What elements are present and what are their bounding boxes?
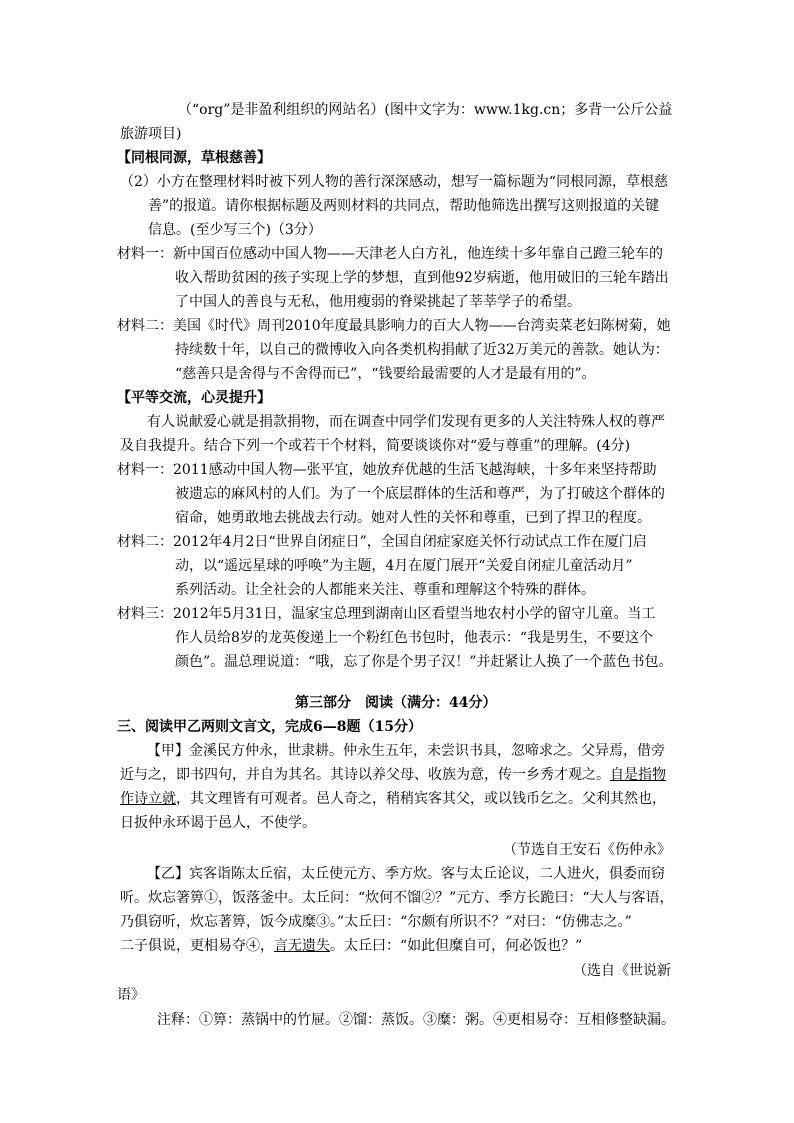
material-1-line-1: 材料一：新中国百位感动中国人物——天津老人白方礼，他连续十多年靠自己蹬三轮车的 <box>117 246 663 262</box>
text-yi-line-1: 【乙】宾客诣陈太丘宿，太丘使元方、季方炊。客与太丘论议，二人进火，俱委而窃 <box>147 866 665 882</box>
text-jia-line-4: 日扳仲永环谒于邑人，不使学。 <box>120 815 316 831</box>
text-yi-line-3: 乃俱窃听，炊忘著箅，饭今成糜③。”太丘曰：“尔颇有所识不？”对曰：“仿佛志之。” <box>120 914 632 930</box>
part-3-title: 第三部分 阅读（满分：44分） <box>295 695 497 711</box>
material-1b-line-1: 材料一：2011感动中国人物—张平宜，她放弃优越的生活飞越海峡，十多年来坚持帮助 <box>117 462 657 478</box>
intro-line-2: 及自我提升。结合下列一个或若干个材料，简要谈谈你对“爱与尊重”的理解。(4分) <box>120 438 631 454</box>
material-2-line-3: “慈善只是舍得与不舍得而已”，“钱要给最需要的人才是最有用的”。 <box>175 366 596 382</box>
text-jia-line-3-plain: ，其文理皆有可观者。邑人奇之，稍稍宾客其父，或以钱币乞之。父利其然也， <box>176 791 666 807</box>
top-line-2: 旅游项目) <box>120 126 182 142</box>
material-1-line-2: 收入帮助贫困的孩子实现上学的梦想，直到他92岁病逝，他用破旧的三轮车踏出 <box>175 270 669 286</box>
material-1b-line-2: 被遗忘的麻风村的人们。为了一个底层群体的生活和尊严，为了打破这个群体的 <box>175 486 665 502</box>
text-yi-line-4-end: 。太丘曰：“如此但糜自可，何必饭也？” <box>330 938 583 954</box>
material-3b-line-2: 作人员给8岁的龙英俊递上一个粉红色书包时，他表示：“我是男生，不要这个 <box>175 630 654 646</box>
top-line-1: （“org”是非盈利组织的网站名）(图中文字为：www.1kg.cn；多背一公斤公益 <box>178 102 673 118</box>
text-yi-underlined-phrase: 言无遗失 <box>274 938 330 954</box>
text-jia-underlined-phrase-1: 自是指物 <box>610 767 666 783</box>
text-yi-line-4 <box>120 937 582 955</box>
material-2b-line-1: 材料二：2012年4月2日“世界自闭症日”，全国自闭症家庭关怀行动试点工作在厦门启 <box>117 534 647 550</box>
material-2b-line-3: 系列活动。让全社会的人都能来关注、尊重和理解这个特殊的群体。 <box>175 582 595 598</box>
material-2-line-1: 材料二：美国《时代》周刊2010年度最具影响力的百大人物——台湾卖菜老妇陈树菊，她 <box>117 318 671 334</box>
section-3-heading: 三、阅读甲乙两则文言文，完成6—8题（15分） <box>117 719 422 735</box>
text-jia-line-2 <box>120 766 666 784</box>
material-2-line-2: 持续数十年，以自己的微博收入向各类机构捐献了近32万美元的善款。她认为： <box>175 342 669 358</box>
text-jia-source: （节选自王安石《伤仲永》 <box>503 842 671 858</box>
text-yi-source-line-2: 语》 <box>117 987 145 1003</box>
text-yi-line-4-start: 二子俱说，更相易夺④， <box>120 938 274 954</box>
material-3b-line-1: 材料三：2012年5月31日，温家宝总理到湖南山区看望当地农村小学的留守儿童。当工 <box>117 606 656 622</box>
text-jia-underlined-phrase-2: 作诗立就 <box>120 791 176 807</box>
material-3b-line-3: 颜色”。温总理说道：“哦，忘了你是个男子汉！”并赶紧让人换了一个蓝色书包。 <box>175 654 673 670</box>
text-yi-source-line-1: （选自《世说新 <box>573 963 671 979</box>
intro-line-1: 有人说献爱心就是捐款捐物，而在调查中同学们发现有更多的人关注特殊人权的尊严 <box>147 414 665 430</box>
text-jia-line-1: 【甲】金溪民方仲永，世隶耕。仲永生五年，未尝识书具，忽啼求之。父异焉，借旁 <box>147 743 665 759</box>
question-line-2: 善”的报道。请你根据标题及两则材料的共同点，帮助他筛选出撰写这则报道的关键 <box>148 198 660 214</box>
text-jia-line-3 <box>120 790 666 808</box>
section-heading-tonggen: 【同根同源，草根慈善】 <box>117 150 271 166</box>
text-yi-line-2: 听。炊忘箸箅①，饭落釜中。太丘问：“炊何不馏②？”元方、季方长跪曰：“大人与客语， <box>120 890 674 906</box>
text-jia-line-2-plain: 近与之，即书四句，并自为其名。其诗以养父母、收族为意，传一乡秀才观之。 <box>120 767 610 783</box>
material-2b-line-2: 动，以“遥远星球的呼唤”为主题，4月在厦门展开“关爱自闭症儿童活动月” <box>175 558 633 574</box>
question-line-1: （2）小方在整理材料时被下列人物的善行深深感动，想写一篇标题为“同根同源，草根慈 <box>120 174 669 190</box>
annotation-notes: 注释：①箅：蒸锅中的竹屉。②馏：蒸饭。③糜：粥。④更相易夺：互相修整缺漏。 <box>157 1012 675 1028</box>
material-1b-line-3: 宿命，她勇敢地去挑战去行动。她对人性的关怀和尊重，已到了捍卫的程度。 <box>175 510 651 526</box>
section-heading-pingdeng: 【平等交流，心灵提升】 <box>117 390 271 406</box>
question-line-3: 信息。(至少写三个)（3分） <box>148 222 322 238</box>
material-1-line-3: 了中国人的善良与无私，他用瘦弱的脊梁挑起了莘莘学子的希望。 <box>175 294 581 310</box>
